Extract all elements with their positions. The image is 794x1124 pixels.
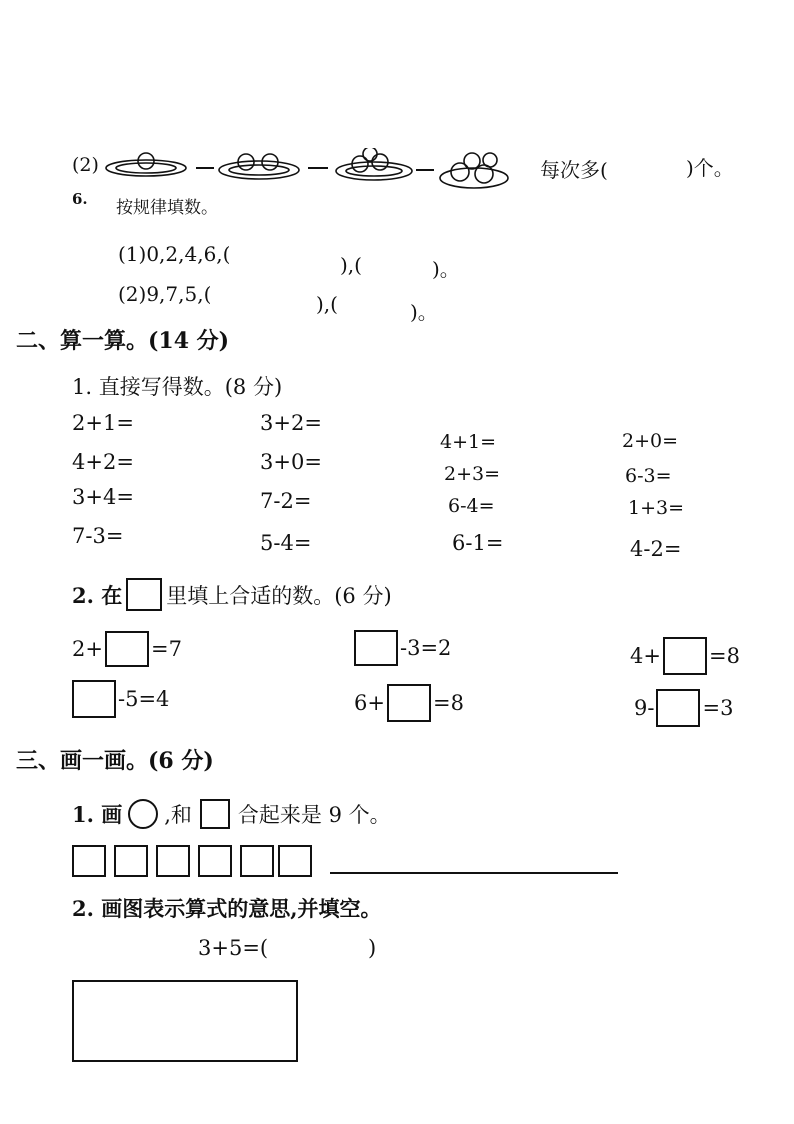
drawing-area-box[interactable]: [72, 980, 298, 1062]
fill-eq-5-box[interactable]: [387, 684, 431, 722]
circle-icon: [128, 799, 158, 829]
fill-eq-4-box[interactable]: [72, 680, 116, 718]
calc-c2-r2: 3+0=: [260, 450, 322, 474]
q6-line1-end: )。: [432, 257, 460, 281]
s3-part2-equation: 3+5=(: [198, 936, 269, 960]
fill-eq-6-box[interactable]: [656, 689, 700, 727]
fill-eq-3-b: =8: [708, 644, 740, 668]
q6-line2-end: )。: [410, 300, 438, 324]
calc-c1-r1: 2+1=: [72, 411, 134, 435]
fill-eq-6-a: 9-: [634, 696, 655, 720]
given-square-6: [278, 845, 312, 877]
drawing-answer-line[interactable]: [330, 872, 618, 874]
q6-line2-prefix: (2)9,7,5,(: [118, 282, 212, 306]
calc-c1-r4: 7-3=: [72, 524, 124, 548]
calc-c4-r1: 2+0=: [622, 430, 679, 452]
calc-c3-r3: 6-4=: [448, 495, 495, 517]
s2-part1-title: 1. 直接写得数。(8 分): [72, 375, 283, 399]
fill-eq-6: [634, 689, 733, 727]
fill-eq-6-b: =3: [702, 696, 734, 720]
calc-c4-r2: 6-3=: [625, 465, 672, 487]
fill-eq-2: [354, 630, 451, 666]
given-square-5: [240, 845, 274, 877]
example-blank-box: [126, 578, 162, 611]
fill-eq-3-box[interactable]: [663, 637, 707, 675]
calc-c4-r3: 1+3=: [628, 497, 685, 519]
plate-dash-3: [418, 162, 438, 182]
s2-part2-title: [72, 578, 392, 611]
s3-part2-title: 2. 画图表示算式的意思,并填空。: [72, 896, 382, 921]
plate-4-icon: [440, 153, 508, 188]
fill-eq-5-a: 6+: [354, 691, 385, 715]
fill-eq-5: [354, 684, 464, 722]
q6-title: 按规律填数。: [116, 198, 218, 218]
plate-dash-1: [196, 156, 216, 176]
plate-1-icon: [106, 153, 186, 176]
q6-line2-mid: ),(: [316, 292, 338, 316]
section-3-heading: 三、画一画。(6 分): [16, 748, 214, 774]
fill-eq-1-a: 2+: [72, 637, 103, 661]
fill-eq-1-box[interactable]: [105, 631, 149, 667]
calc-c3-r1: 4+1=: [440, 431, 497, 453]
fill-eq-3-a: 4+: [630, 644, 661, 668]
fill-eq-3: [630, 637, 740, 675]
fill-eq-1-b: =7: [150, 637, 182, 661]
section-2-heading: 二、算一算。(14 分): [16, 328, 230, 354]
calc-c2-r3: 7-2=: [260, 489, 312, 513]
q6-line1-mid: ),(: [340, 253, 362, 277]
s3-part1-b: ,和: [164, 803, 192, 827]
s3-part1-a: 1. 画: [72, 802, 123, 827]
given-square-2: [114, 845, 148, 877]
calc-c3-r4: 6-1=: [452, 531, 504, 555]
s2-part2-title-a: 2. 在: [72, 582, 123, 608]
fill-eq-2-box[interactable]: [354, 630, 398, 666]
calc-c1-r2: 4+2=: [72, 450, 134, 474]
plate-2-icon: [219, 154, 299, 179]
fill-eq-4: [72, 680, 169, 718]
s3-part2-close: ): [368, 936, 377, 960]
q6-number: 6.: [72, 190, 88, 208]
q5-2-suffix-a: 每次多(: [540, 158, 608, 182]
fill-eq-2-b: -3=2: [400, 636, 452, 660]
s2-part2-title-b: 里填上合适的数。(6 分): [166, 583, 392, 608]
calc-c2-r1: 3+2=: [260, 411, 322, 435]
calc-c2-r4: 5-4=: [260, 531, 312, 555]
q6-line1-prefix: (1)0,2,4,6,(: [118, 242, 231, 266]
plate-3-icon: [336, 148, 412, 180]
fill-eq-5-b: =8: [432, 691, 464, 715]
given-square-3: [156, 845, 190, 877]
plate-dash-2: [306, 158, 326, 178]
q5-2-suffix-b: )个。: [686, 156, 734, 180]
square-icon: [200, 799, 230, 829]
calc-c3-r2: 2+3=: [444, 463, 501, 485]
calc-c1-r3: 3+4=: [72, 485, 134, 509]
fill-eq-1: [72, 631, 182, 667]
s3-part1-c: 合起来是 9 个。: [237, 803, 391, 827]
q5-2-label: (2): [72, 154, 99, 176]
calc-c4-r4: 4-2=: [630, 537, 682, 561]
given-square-4: [198, 845, 232, 877]
s3-part1: [72, 799, 391, 829]
given-square-1: [72, 845, 106, 877]
fill-eq-4-b: -5=4: [118, 687, 170, 711]
